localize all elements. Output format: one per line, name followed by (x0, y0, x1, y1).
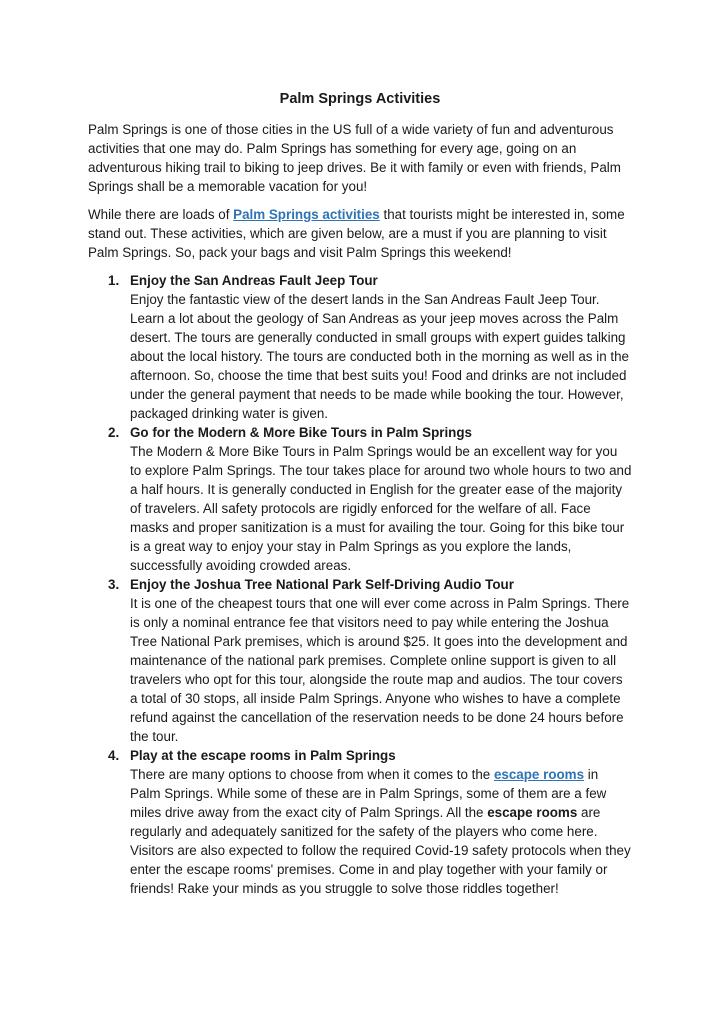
list-item-body: It is one of the cheapest tours that one will ever come across in Palm Springs. There is only a nominal entrance fee that visitors need to pay while entering the Joshua Tree National Park premises, which is around $25. It goes into the development and maintenance of the national park premises. Complete online support is given to all travelers who opt for this tour, alongside the route map and audios. The tour covers a total of 30 stops, all inside Palm Springs. Anyone who wishes to have a complete refund against the cancellation of the reservation needs to be done 24 hours before the tour. (130, 596, 630, 744)
list-item-number: 2. (108, 425, 120, 440)
list-item-body: The Modern & More Bike Tours in Palm Springs would be an excellent way for you to explore Palm Springs. The tour takes place for around two whole hours to two and a half hours. It is generally conducted in English for the greater ease of the majority of travelers. All safety protocols are rigidly enforced for the welfare of all. Face masks and proper sanitization is a must for availing the tour. Going for this bike tour is a great way to enjoy your stay in Palm Springs as you explore the lands, successfully avoiding crowded areas. (130, 444, 632, 573)
escape-rooms-bold: escape rooms (487, 805, 578, 820)
escape-body-before-link: There are many options to choose from when it comes to the (130, 767, 494, 782)
list-item-number: 3. (108, 577, 120, 592)
list-item-body: Enjoy the fantastic view of the desert lands in the San Andreas Fault Jeep Tour. Learn a lot about the geology of San Andreas as your jeep moves across the Palm desert. The tours are generally conducted in small groups with expert guides talking about the local history. The tours are conducted both in the morning as well as in the afternoon. So, choose the time that best suits you! Food and drinks are not included under the general payment that needs to be made while booking the tour. However, packaged drinking water is given. (130, 292, 629, 421)
palm-springs-activities-link[interactable]: Palm Springs activities (233, 207, 380, 222)
activities-paragraph (88, 205, 632, 262)
list-item-number: 4. (108, 748, 120, 763)
activities-list (88, 271, 632, 898)
escape-rooms-link[interactable]: escape rooms (493, 767, 585, 782)
intro-paragraph: Palm Springs is one of those cities in the US full of a wide variety of fun and adventurous activities that one may do. Palm Springs has something for every age, going on an adventurous hiking trail to biking to jeep drives. Be it with family or even with friends, Palm Springs shall be a memorable vacation for you! (88, 122, 621, 194)
page-title: Palm Springs Activities (279, 91, 441, 107)
list-item-audio-tour (88, 575, 632, 746)
escape-body-after-link: in Palm Springs. While some of these are in Palm Springs, some of them are a few miles drive away from the exact city of Palm Springs. All the (130, 767, 607, 820)
escape-body-end: are regularly and adequately sanitized for the safety of the players who come here. Visitors are also expected to follow the required Covid-19 safety protocols when they enter the escape rooms' premises. Come in and play together with your family or friends! Rake your minds as you struggle to solve those riddles together! (130, 805, 631, 896)
list-item-jeep-tour (88, 271, 632, 423)
list-item-heading: Enjoy the San Andreas Fault Jeep Tour (130, 273, 378, 288)
activities-text-before: While there are loads of (88, 207, 234, 222)
activities-text-after: that tourists might be interested in, some stand out. These activities, which are given below, are a must if you are planning to visit Palm Springs. So, pack your bags and visit Palm Springs this weekend! (88, 207, 625, 260)
list-item-body (130, 765, 632, 898)
list-item-heading: Enjoy the Joshua Tree National Park Self-Driving Audio Tour (130, 577, 514, 592)
list-item-escape-rooms (88, 746, 632, 898)
list-item-number: 1. (108, 273, 120, 288)
list-item-heading: Go for the Modern & More Bike Tours in Palm Springs (130, 425, 472, 440)
list-item-bike-tour (88, 423, 632, 575)
list-item-heading: Play at the escape rooms in Palm Springs (130, 748, 396, 763)
